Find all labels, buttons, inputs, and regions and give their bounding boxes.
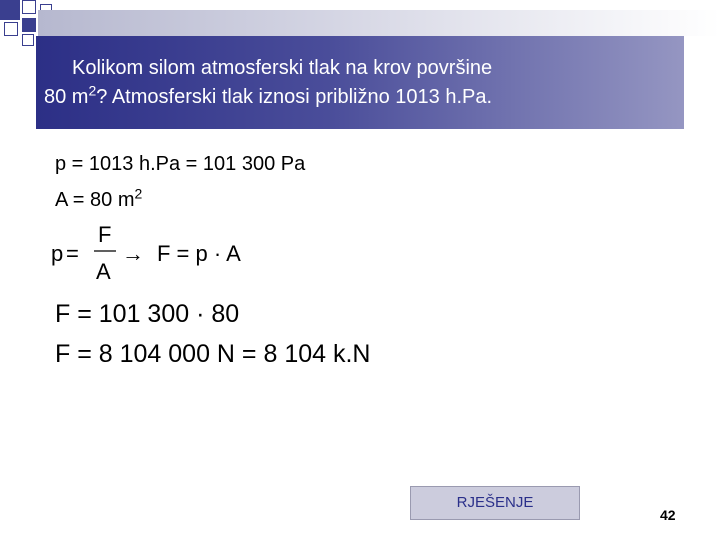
pressure-formula: [50, 222, 260, 284]
question-line-2: [36, 83, 684, 112]
formula-numerator: F: [98, 222, 112, 247]
question-line-1: Kolikom silom atmosferski tlak na krov površine: [72, 57, 493, 79]
question-exponent: 2: [88, 82, 97, 99]
given-area: [55, 185, 143, 212]
question-line-2-end: ? Atmosferski tlak iznosi približno 1013 h.Pa.: [96, 86, 493, 108]
formula-denominator: A: [96, 259, 111, 284]
given-area-exponent: 2: [134, 185, 143, 202]
corner-square: [22, 0, 36, 14]
arrow-icon: →: [122, 241, 144, 266]
calc-force: F = 101 300 · 80: [55, 300, 240, 328]
question-banner: [36, 36, 684, 129]
solution-button[interactable]: RJEŠENJE: [410, 486, 580, 520]
formula-equals: =: [66, 241, 79, 266]
corner-square: [0, 0, 20, 20]
corner-square: [4, 22, 18, 36]
calc-result: F = 8 104 000 N = 8 104 k.N: [55, 340, 371, 368]
corner-square: [22, 18, 36, 32]
header-stripe: [38, 10, 720, 36]
formula-lhs: p: [51, 241, 64, 266]
formula-rhs: F = p · A: [157, 241, 241, 266]
given-area-text: A = 80 m: [55, 189, 135, 211]
given-pressure: p = 1013 h.Pa = 101 300 Pa: [55, 153, 306, 175]
page-number: 42: [660, 507, 676, 523]
corner-square: [22, 34, 34, 46]
question-line-2-start: 80 m: [44, 86, 89, 108]
question-text: [36, 54, 684, 112]
